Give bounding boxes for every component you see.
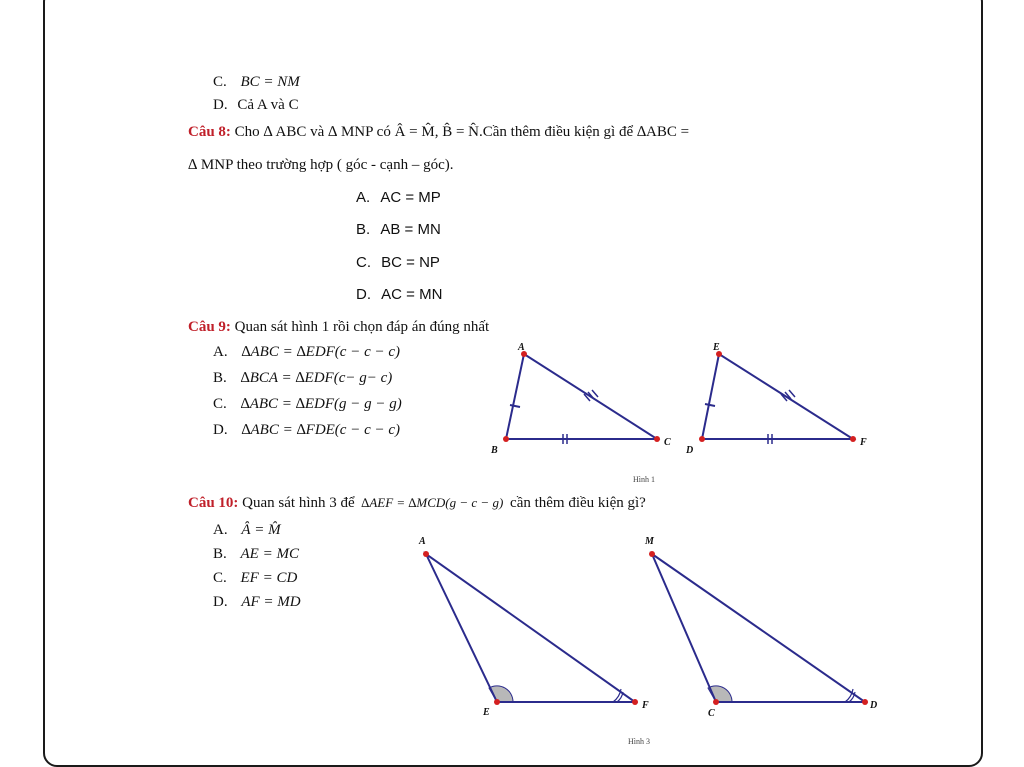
triangle-abc-shape <box>506 354 657 439</box>
q10-text-after: cần thêm điều kiện gì? <box>510 495 646 511</box>
option-letter: C. <box>213 396 227 412</box>
q9-question <box>188 318 489 336</box>
triangle-mcd-shape <box>652 554 865 702</box>
option-text: AC = MP <box>380 189 441 206</box>
label-d: D <box>686 445 694 456</box>
label-c: C <box>708 708 715 719</box>
q9-label: Câu 9: <box>188 319 231 335</box>
triangle-aef-shape <box>426 554 635 702</box>
option-text: ∆ABC = ∆EDF(c − c − c) <box>241 344 401 360</box>
point-f <box>850 436 856 442</box>
q8-option-a <box>356 189 441 207</box>
q9-option-d <box>213 421 400 439</box>
q10-math: ∆AEF = ∆MCD(g − c − g) <box>361 495 504 510</box>
q8-text-line2: ∆ MNP theo trường hợp ( góc - cạnh – góc). <box>188 157 454 173</box>
label-m: M <box>645 536 654 547</box>
tick-ed <box>705 404 715 406</box>
q8-label: Câu 8: <box>188 124 231 140</box>
option-letter: A. <box>213 522 228 538</box>
option-text: Cả A và C <box>237 97 299 113</box>
option-text: ∆ABC = ∆EDF(g − g − g) <box>240 396 402 412</box>
q9-text: Quan sát hình 1 rồi chọn đáp án đúng nhất <box>234 319 490 335</box>
triangle-edf-shape <box>702 354 853 439</box>
q10-label: Câu 10: <box>188 495 239 511</box>
tick-ef-3 <box>789 390 795 397</box>
q10-option-d <box>213 593 301 611</box>
option-text: Â = M̂ <box>241 522 281 538</box>
option-text: BC = NP <box>381 254 440 271</box>
option-text: AB = MN <box>380 221 441 238</box>
option-letter: D. <box>213 422 228 438</box>
option-letter: B. <box>213 370 227 386</box>
option-letter: C. <box>356 254 371 271</box>
option-text: ∆ABC = ∆FDE(c − c − c) <box>241 422 401 438</box>
tick-ab <box>510 405 520 407</box>
triangle-aef <box>418 536 649 718</box>
option-letter: B. <box>356 221 371 238</box>
point-b <box>503 436 509 442</box>
label-b: B <box>491 445 498 456</box>
q9-option-b <box>213 369 392 387</box>
label-f: F <box>642 700 649 711</box>
option-text: BC = NM <box>240 74 300 90</box>
option-letter: A. <box>213 344 228 360</box>
triangle-abc <box>490 342 671 456</box>
label-c: C <box>664 437 671 448</box>
point-e <box>494 699 500 705</box>
figure-3-caption: Hình 3 <box>628 737 650 746</box>
q8-question <box>188 123 689 141</box>
option-text: ∆BCA = ∆EDF(c− g− c) <box>240 370 393 386</box>
point-f <box>632 699 638 705</box>
figure-3 <box>400 530 900 730</box>
point-c <box>713 699 719 705</box>
q10-option-b <box>213 545 299 563</box>
triangle-edf <box>685 342 867 456</box>
option-letter: D. <box>356 286 371 303</box>
q10-question <box>188 494 646 512</box>
q10-option-a <box>213 521 281 539</box>
option-letter: D. <box>213 594 228 610</box>
triangle-mcd <box>644 536 877 719</box>
point-c <box>654 436 660 442</box>
option-letter: C. <box>213 74 227 90</box>
q9-option-c <box>213 395 402 413</box>
option-text: AC = MN <box>381 286 443 303</box>
option-letter: B. <box>213 546 227 562</box>
option-letter: A. <box>356 189 371 206</box>
label-e: E <box>483 707 490 718</box>
point-d <box>862 699 868 705</box>
label-e: E <box>713 342 720 353</box>
option-letter: C. <box>213 570 227 586</box>
q8-option-b <box>356 221 441 239</box>
q8-text-line1: Cho ∆ ABC và ∆ MNP có Â = M̂, B̂ = N̂.Cần thêm điều kiện gì để ∆ABC = <box>234 124 690 140</box>
q8-option-d <box>356 286 442 304</box>
label-a: A <box>518 342 525 353</box>
prev-option-c <box>213 73 300 91</box>
tick-ac-3 <box>592 390 598 397</box>
point-a <box>423 551 429 557</box>
point-m <box>649 551 655 557</box>
q8-question-line2 <box>188 156 453 174</box>
point-d <box>699 436 705 442</box>
prev-option-d <box>213 96 299 114</box>
q9-option-a <box>213 343 400 361</box>
q10-text-before: Quan sát hình 3 để <box>242 495 355 511</box>
label-f: F <box>860 437 867 448</box>
q10-option-c <box>213 569 297 587</box>
option-text: AF = MD <box>241 594 301 610</box>
figure-1 <box>480 335 880 465</box>
label-d: D <box>870 700 878 711</box>
option-text: EF = CD <box>240 570 298 586</box>
q8-option-c <box>356 254 440 272</box>
option-letter: D. <box>213 97 228 113</box>
option-text: AE = MC <box>240 546 299 562</box>
figure-1-caption: Hình 1 <box>633 475 655 484</box>
label-a: A <box>419 536 426 547</box>
